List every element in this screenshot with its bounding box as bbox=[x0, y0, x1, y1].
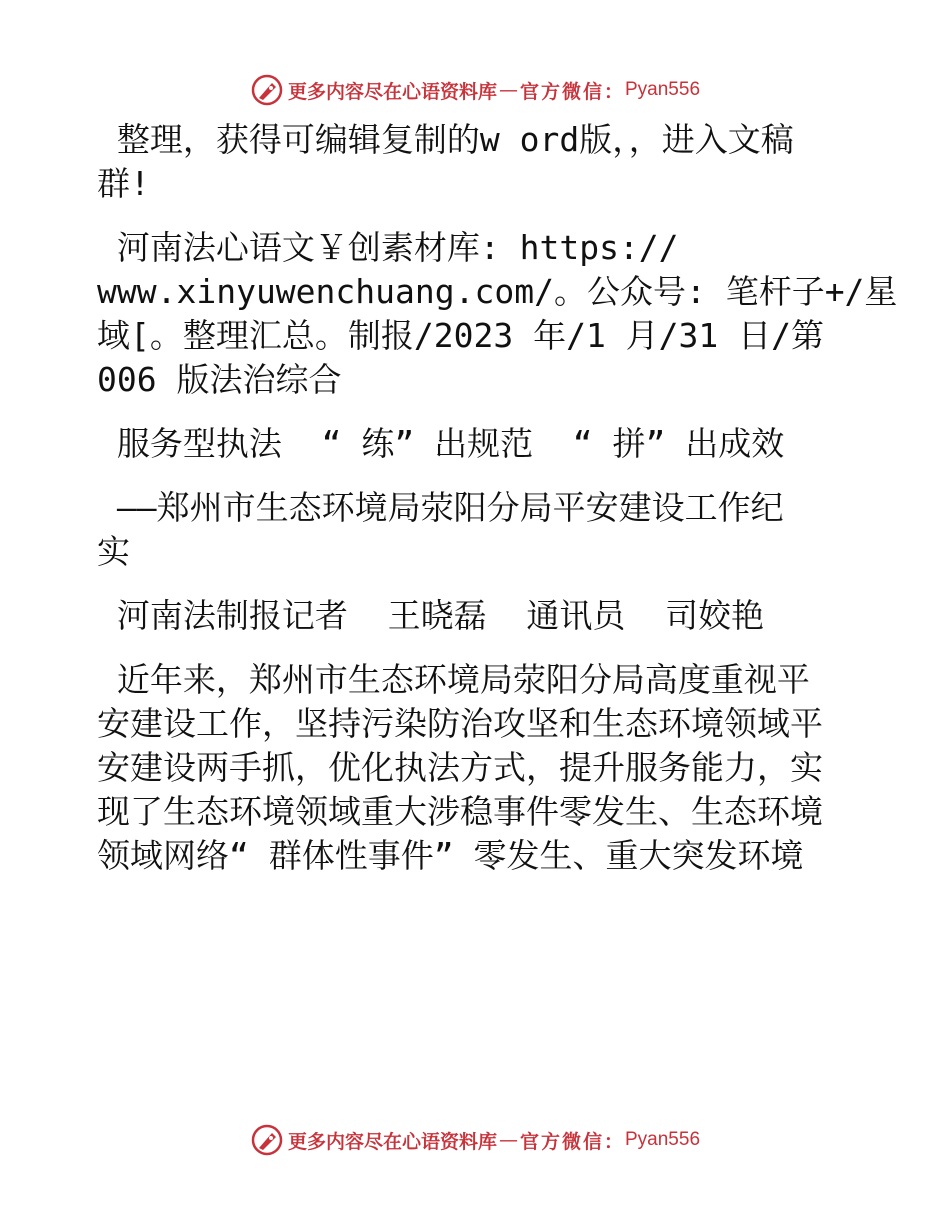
watermark-handle: Pyan556 bbox=[625, 1129, 701, 1150]
text-line: 安建设两手抓，优化执法方式，提升服务能力，实 bbox=[97, 748, 823, 787]
pen-nib-logo-icon bbox=[250, 1123, 284, 1157]
paragraph-intro-note bbox=[97, 118, 857, 206]
article-subtitle bbox=[97, 486, 857, 574]
text-line: www.xinyuwenchuang.com/。公众号: 笔杆子+/星 bbox=[97, 272, 898, 311]
paragraph-source bbox=[97, 226, 898, 402]
text-line: 安建设工作，坚持污染防治攻坚和生态环境领域平 bbox=[97, 704, 823, 743]
text-line: 领域网络“ 群体性事件” 零发生、重大突发环境 bbox=[97, 836, 804, 875]
text-line: 整理，获得可编辑复制的w ord版，，进入文稿 bbox=[97, 120, 794, 159]
watermark-banner-bottom bbox=[0, 1122, 950, 1158]
text-line: 群! bbox=[97, 164, 150, 203]
watermark-handle: Pyan556 bbox=[625, 79, 701, 100]
watermark-label: 官方微信： bbox=[519, 1130, 625, 1153]
watermark-banner-top bbox=[0, 72, 950, 108]
article-byline bbox=[97, 594, 857, 638]
text-line: 河南法制报记者 王晓磊 通讯员 司姣艳 bbox=[97, 596, 765, 635]
text-line: 实 bbox=[97, 532, 130, 571]
article-body bbox=[97, 118, 898, 898]
watermark-brand: 更多内容尽在心语资料库 bbox=[287, 80, 497, 103]
text-line: ——郑州市生态环境局荥阳分局平安建设工作纪 bbox=[97, 488, 784, 527]
text-line: 服务型执法 “ 练” 出规范 “ 拼” 出成效 bbox=[97, 424, 785, 463]
text-line: 近年来，郑州市生态环境局荥阳分局高度重视平 bbox=[97, 660, 810, 699]
text-line: 域[。整理汇总。制报/2023 年/1 月/31 日/第 bbox=[97, 316, 825, 355]
text-line: 006 版法治综合 bbox=[97, 360, 342, 399]
article-title bbox=[97, 422, 857, 466]
watermark-separator: — bbox=[498, 1129, 518, 1151]
watermark-label: 官方微信： bbox=[519, 80, 625, 103]
watermark-brand: 更多内容尽在心语资料库 bbox=[287, 1130, 497, 1153]
text-line: 现了生态环境领域重大涉稳事件零发生、生态环境 bbox=[97, 792, 823, 831]
pen-nib-logo-icon bbox=[250, 73, 284, 107]
text-line: 河南法心语文￥创素材库: https:// bbox=[97, 228, 679, 267]
watermark-separator: — bbox=[498, 79, 518, 101]
paragraph-body bbox=[97, 658, 857, 878]
